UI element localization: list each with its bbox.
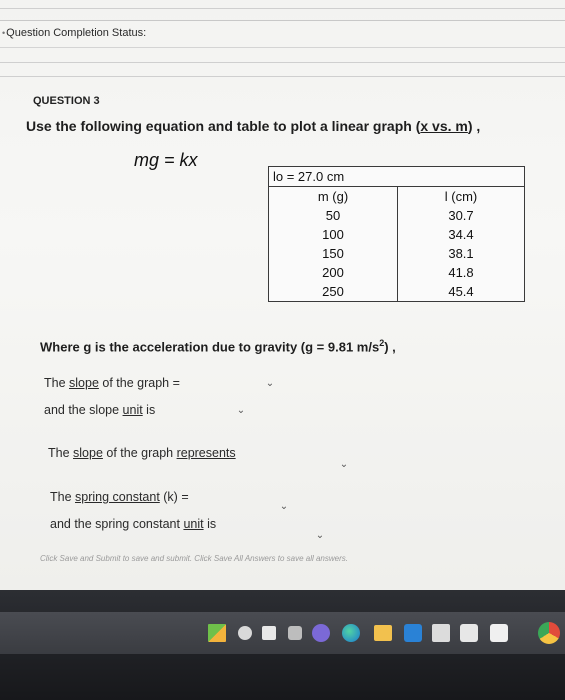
chevron-down-icon: ⌄ — [339, 458, 349, 470]
app-icon[interactable] — [490, 624, 508, 642]
table-row — [269, 263, 525, 282]
label-text: The — [44, 376, 70, 390]
save-instructions: Click Save and Submit to save and submit. Click Save All Answers to save all answers. — [40, 554, 348, 563]
chrome-icon[interactable] — [538, 622, 560, 644]
gravity-note-exponent: 2 — [379, 338, 385, 348]
chevron-down-icon: ⌄ — [279, 500, 289, 512]
divider — [0, 76, 565, 77]
divider — [0, 8, 565, 9]
label-text: The — [48, 446, 74, 460]
windows-start-icon[interactable] — [208, 624, 226, 642]
instruction-link-x-vs-m[interactable]: x vs. m — [420, 118, 468, 134]
table-header-lo: lo = 27.0 cm — [269, 167, 525, 187]
table-cell-mass: 250 — [269, 282, 398, 302]
gravity-note-end: ) , — [384, 339, 396, 355]
spring-unit-link[interactable]: unit — [183, 517, 204, 531]
represents-link[interactable]: represents — [176, 446, 236, 460]
search-icon[interactable] — [238, 626, 252, 640]
label-text: is — [142, 403, 156, 417]
gravity-note-text: Where g is the acceleration due to gravity (g = 9.81 m/s — [40, 339, 380, 355]
column-header-mass: m (g) — [269, 187, 398, 207]
file-explorer-icon[interactable] — [374, 625, 392, 641]
divider — [0, 62, 565, 63]
table-cell-length: 38.1 — [398, 244, 525, 263]
taskbar — [0, 590, 565, 700]
slope-link[interactable]: slope — [69, 376, 99, 390]
slope-link[interactable]: slope — [73, 446, 103, 460]
label-text: (k) = — [159, 490, 189, 504]
spring-constant-dropdown[interactable] — [276, 498, 292, 514]
table-cell-length: 34.4 — [398, 225, 525, 244]
chevron-down-icon: ⌄ — [265, 377, 275, 389]
label-text: is — [203, 517, 217, 531]
instruction-text-end: ) , — [467, 118, 481, 134]
slope-represents-dropdown[interactable] — [336, 456, 352, 472]
spring-constant-unit-label — [50, 517, 216, 531]
app-icon[interactable] — [460, 624, 478, 642]
table-cell-length: 30.7 — [398, 206, 525, 225]
table-row — [269, 244, 525, 263]
table-cell-mass: 100 — [269, 225, 398, 244]
table-cell-length: 45.4 — [398, 282, 525, 302]
calculator-icon[interactable] — [432, 624, 450, 642]
table-row — [269, 225, 525, 244]
question-title: QUESTION 3 — [33, 95, 100, 107]
table-cell-mass: 50 — [269, 206, 398, 225]
label-text: and the spring constant — [50, 517, 184, 531]
chevron-down-icon: ⌄ — [315, 529, 325, 541]
question-completion-status-bar — [0, 20, 565, 48]
table-cell-mass: 150 — [269, 244, 398, 263]
task-view-icon[interactable] — [262, 626, 276, 640]
gravity-note — [40, 338, 396, 354]
spring-constant-unit-dropdown[interactable] — [312, 527, 328, 543]
table-cell-length: 41.8 — [398, 263, 525, 282]
slope-unit-link[interactable]: unit — [122, 403, 143, 417]
store-icon[interactable] — [404, 624, 422, 642]
label-text: and the slope — [44, 403, 123, 417]
slope-represents-label — [48, 446, 236, 460]
column-header-length: l (cm) — [398, 187, 525, 207]
slope-unit-dropdown[interactable] — [233, 402, 249, 418]
instruction-text: Use the following equation and table to plot a linear graph ( — [26, 118, 421, 134]
table-cell-mass: 200 — [269, 263, 398, 282]
question-completion-status-label: • Question Completion Status: — [2, 27, 146, 39]
slope-dropdown[interactable] — [262, 375, 278, 391]
edge-icon[interactable] — [342, 624, 360, 642]
table-row — [269, 206, 525, 225]
slope-label — [44, 376, 180, 390]
data-table — [268, 166, 525, 302]
table-row — [269, 282, 525, 302]
label-text: The — [50, 490, 76, 504]
label-text: of the graph — [102, 446, 177, 460]
slope-unit-label — [44, 403, 155, 417]
label-text: of the graph = — [98, 376, 180, 390]
chevron-down-icon: ⌄ — [236, 404, 246, 416]
desktop-icon[interactable] — [288, 626, 302, 640]
taskbar-strip — [0, 612, 565, 654]
question-instruction — [26, 118, 480, 134]
spring-constant-label — [50, 490, 189, 504]
teams-icon[interactable] — [312, 624, 330, 642]
equation: mg = kx — [134, 150, 198, 170]
spring-constant-link[interactable]: spring constant — [75, 490, 160, 504]
